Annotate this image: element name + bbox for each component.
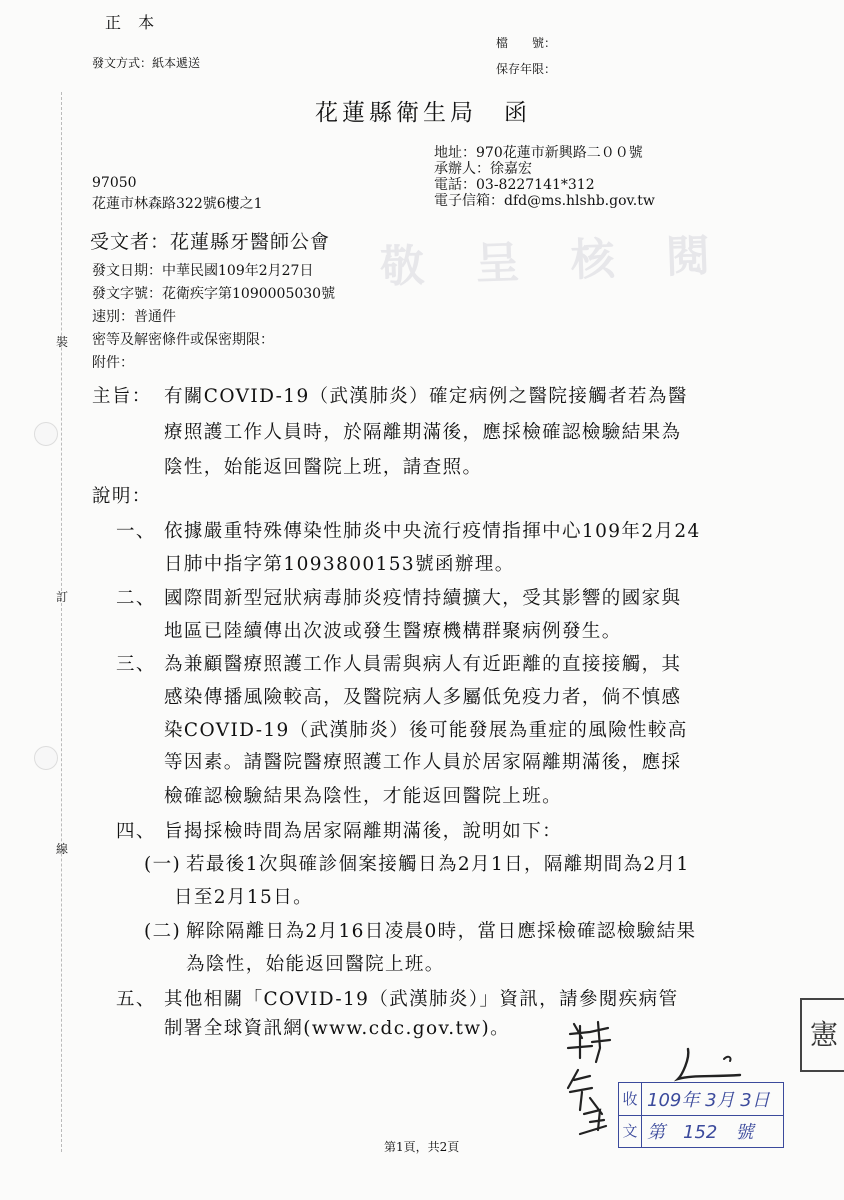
subject-line: 有關COVID-19（武漢肺炎）確定病例之醫院接觸者若為醫 bbox=[164, 386, 688, 407]
received-stamp-label: 收 bbox=[619, 1083, 642, 1115]
faint-received-stamp: 敬 呈 核 閱 bbox=[379, 229, 729, 294]
item-number: 一、 bbox=[116, 521, 156, 542]
received-number: 第 152 號 bbox=[647, 1122, 754, 1143]
recipient-zip: 97050 bbox=[92, 175, 137, 191]
binding-mark-ding: 訂 bbox=[56, 590, 69, 604]
document-stamp-label: 文 bbox=[619, 1115, 642, 1147]
binding-mark-xian: 線 bbox=[56, 842, 69, 856]
send-method: 發文方式：紙本遞送 bbox=[92, 56, 201, 70]
item-number: 三、 bbox=[116, 654, 156, 675]
sub-item-line: 若最後1次與確診個案接觸日為2月1日，隔離期間為2月1 bbox=[186, 854, 690, 875]
item-line: 依據嚴重特殊傳染性肺炎中央流行疫情指揮中心109年2月24 bbox=[164, 521, 701, 542]
side-seal-stamp bbox=[800, 998, 844, 1072]
sender-address: 地址：970花蓮市新興路二００號 bbox=[434, 145, 643, 161]
punch-hole bbox=[34, 746, 58, 770]
item-line: 國際間新型冠狀病毒肺炎疫情持續擴大，受其影響的國家與 bbox=[164, 588, 682, 609]
document-number: 發文字號：花衛疾字第1090005030號 bbox=[92, 286, 336, 302]
item-line: 染COVID-19（武漢肺炎）後可能發展為重症的風險性較高 bbox=[164, 720, 688, 741]
page-footer: 第1頁，共2頁 bbox=[384, 1140, 460, 1154]
item-line: 旨揭採檢時間為居家隔離期滿後，說明如下： bbox=[164, 821, 563, 842]
item-number: 四、 bbox=[116, 821, 156, 842]
recipient-street: 花蓮市林森路322號6樓之1 bbox=[92, 196, 263, 212]
secrecy-level: 密等及解密條件或保密期限： bbox=[92, 332, 274, 348]
sub-item-line: 日至2月15日。 bbox=[174, 887, 314, 908]
file-number-label: 檔 號： bbox=[496, 36, 557, 50]
item-line: 為兼顧醫療照護工作人員需與病人有近距離的直接接觸，其 bbox=[164, 654, 682, 675]
subject-line: 陰性，始能返回醫院上班，請查照。 bbox=[164, 457, 483, 478]
item-line: 其他相關「COVID-19（武漢肺炎）」資訊，請參閱疾病管 bbox=[164, 989, 679, 1010]
handwritten-initial bbox=[670, 1045, 750, 1087]
binding-mark-zhuang: 裝 bbox=[56, 335, 69, 349]
retention-period-label: 保存年限： bbox=[496, 62, 557, 76]
item-line: 檢確認檢驗結果為陰性，才能返回醫院上班。 bbox=[164, 786, 563, 807]
item-line: 制署全球資訊網(www.cdc.gov.tw)。 bbox=[164, 1018, 511, 1039]
attachment-label: 附件： bbox=[92, 355, 134, 371]
sub-item-number: (二) bbox=[144, 921, 182, 942]
sub-item-line: 為陰性，始能返回醫院上班。 bbox=[186, 954, 445, 975]
side-seal-glyph: 憲 bbox=[809, 1018, 838, 1051]
explanation-label: 說明： bbox=[92, 486, 152, 507]
sub-item-line: 解除隔離日為2月16日凌晨0時，當日應採檢確認檢驗結果 bbox=[186, 921, 697, 942]
document-title: 花蓮縣衛生局 函 bbox=[315, 100, 531, 126]
issue-date: 發文日期：中華民國109年2月27日 bbox=[92, 263, 314, 279]
received-stamp bbox=[618, 1082, 784, 1148]
receiver: 受文者：花蓮縣牙醫師公會 bbox=[90, 231, 331, 253]
copy-mark: 正 本 bbox=[105, 13, 161, 32]
sender-phone: 電話：03-8227141*312 bbox=[434, 177, 595, 193]
binding-line bbox=[61, 92, 62, 1152]
item-number: 二、 bbox=[116, 588, 156, 609]
sender-handler: 承辦人：徐嘉宏 bbox=[434, 161, 532, 177]
subject-line: 療照護工作人員時，於隔離期滿後，應採檢確認檢驗結果為 bbox=[164, 422, 682, 443]
sub-item-number: (一) bbox=[144, 854, 182, 875]
received-date: 109年 3月 3日 bbox=[647, 1090, 770, 1111]
item-line: 等因素。請醫院醫療照護工作人員於居家隔離期滿後，應採 bbox=[164, 752, 682, 773]
item-line: 日肺中指字第1093800153號函辦理。 bbox=[164, 554, 515, 575]
item-line: 感染傳播風險較高，及醫院病人多屬低免疫力者，倘不慎感 bbox=[164, 687, 682, 708]
subject-label: 主旨： bbox=[92, 386, 152, 407]
sender-email: 電子信箱：dfd@ms.hlshb.gov.tw bbox=[434, 193, 655, 209]
punch-hole bbox=[34, 422, 58, 446]
item-line: 地區已陸續傳出次波或發生醫療機構群聚病例發生。 bbox=[164, 621, 622, 642]
speed-category: 速別：普通件 bbox=[92, 309, 176, 325]
item-number: 五、 bbox=[116, 989, 156, 1010]
